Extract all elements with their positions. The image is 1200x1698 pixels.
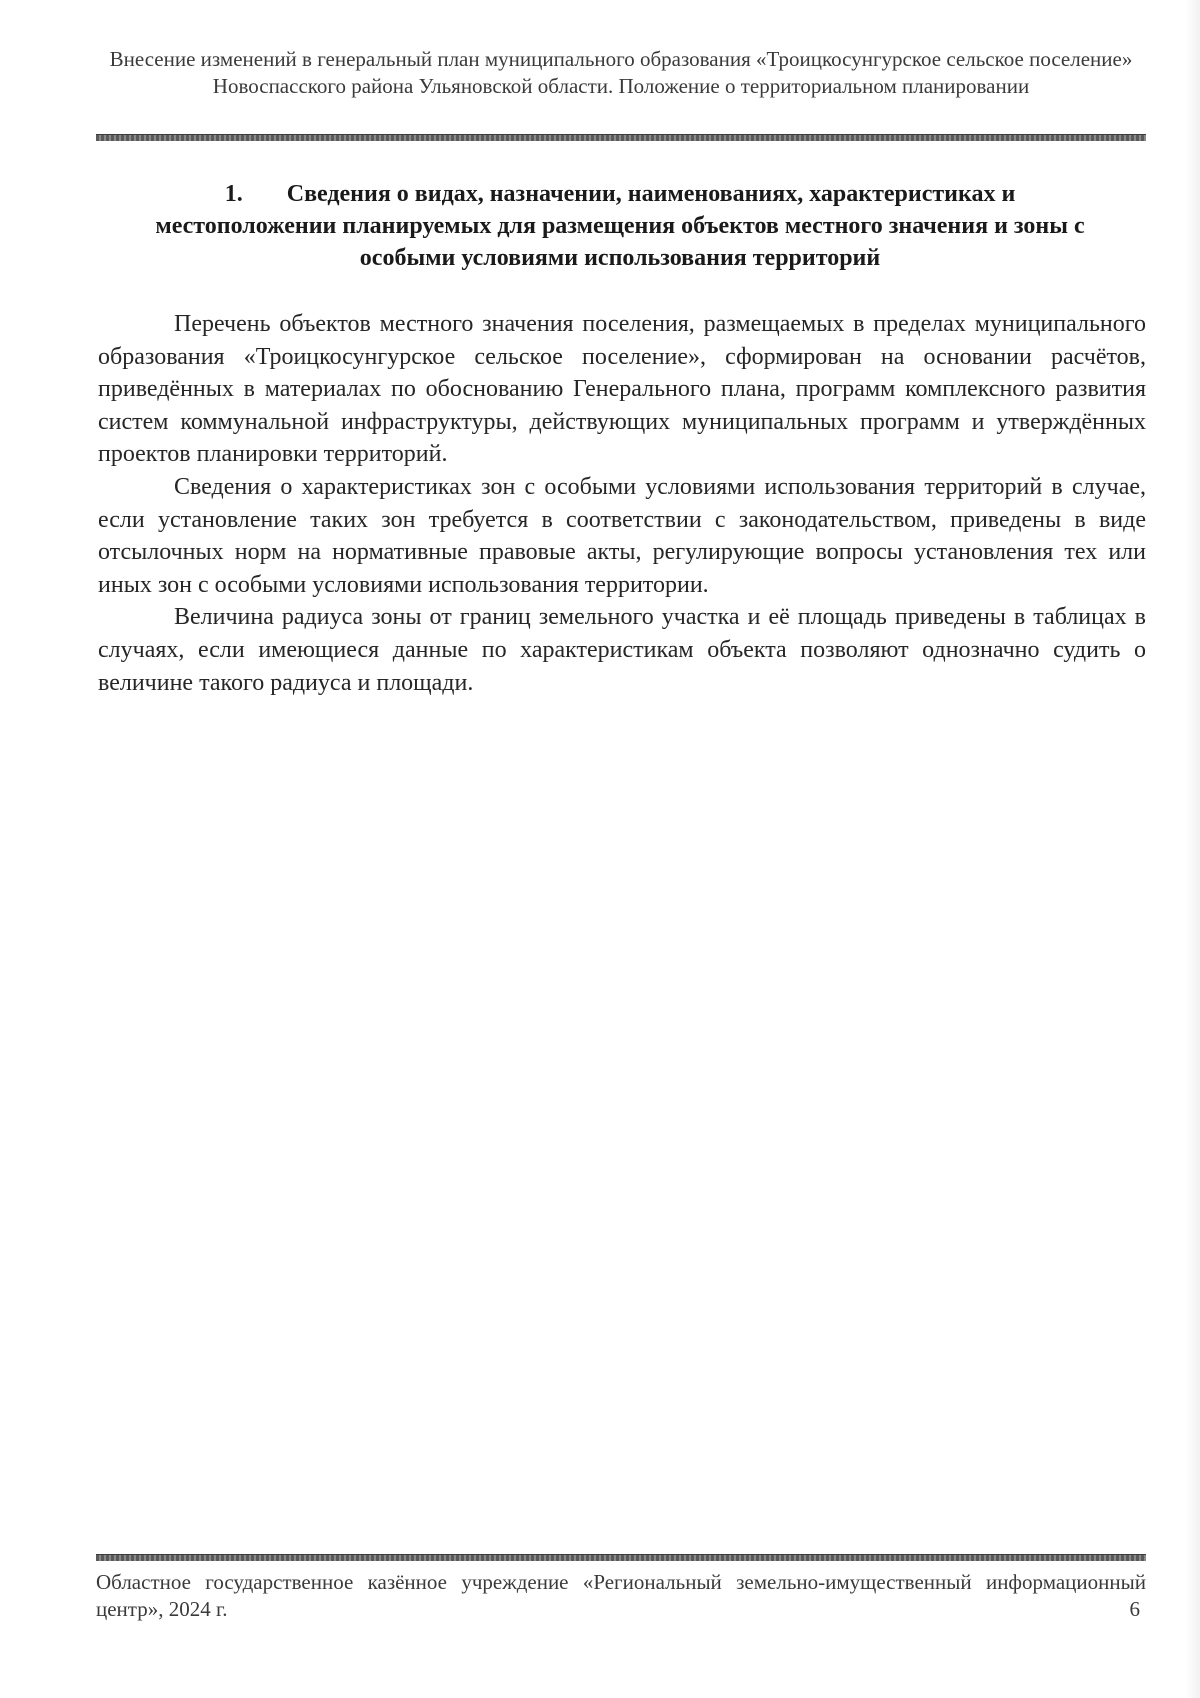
paragraph: Перечень объектов местного значения поселения, размещаемых в пределах муниципального образования «Троицкосунгурское сельское поселение», сформирован на основании расчётов, приведённых в материалах по обоснованию Генерального плана, программ комплексного развития систем коммунальной инфраструктуры, действующих муниципальных программ и утверждённых проектов планировки территорий. [98,311,1146,468]
paragraph: Величина радиуса зоны от границ земельного участка и её площадь приведены в таблицах в случаях, если имеющиеся данные по характеристикам объекта позволяют однозначно судить о величине такого радиуса и площади. [98,604,1146,696]
running-footer: Областное государственное казённое учреждение «Региональный земельно-имущественный информационный центр», 2024 г. [96,1570,1146,1621]
footer-rule [96,1554,1146,1561]
header-rule [96,134,1146,141]
running-header: Внесение изменений в генеральный план муниципального образования «Троицкосунгурское сельское поселение» Новоспасского района Ульяновской области. Положение о территориальном планировании [109,47,1133,98]
paragraph: Сведения о характеристиках зон с особыми условиями использования территорий в случае, если установление таких зон требуется в соответствии с законодательством, приведены в виде отсылочных норм на нормативные правовые акты, регулирующие вопросы установления тех или иных зон с особыми условиями использования территории. [98,473,1146,598]
section-number: 1. [224,181,243,207]
page-number: 6 [1129,1597,1140,1621]
section-title [150,178,1090,274]
body-text [98,308,1146,699]
page-edge-shadow [1186,0,1200,1698]
section-title-text: Сведения о видах, назначении, наименованиях, характеристиках и местоположении планируемых для размещения объектов местного значения и зоны с особыми условиями использования территорий [155,181,1085,271]
